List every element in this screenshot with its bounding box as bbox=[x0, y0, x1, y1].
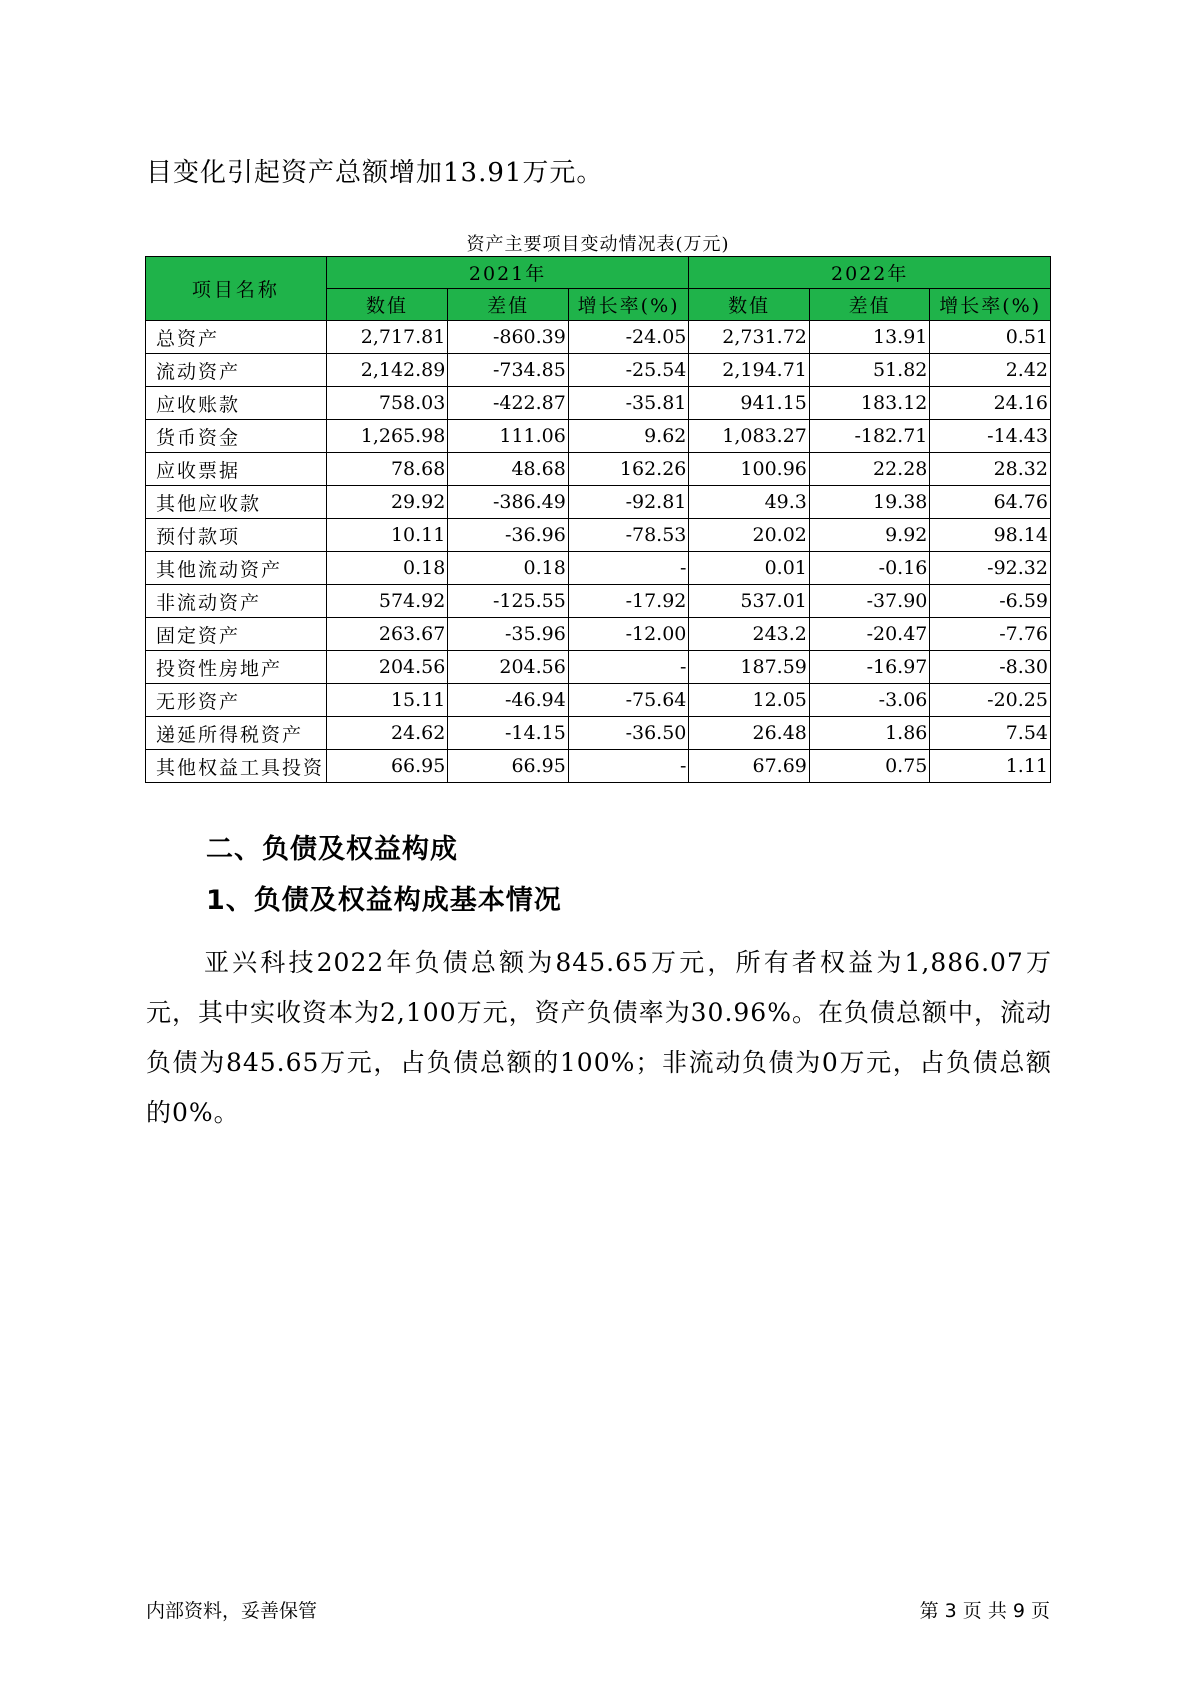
table-cell: 49.3 bbox=[689, 486, 810, 519]
table-cell: 2,142.89 bbox=[326, 354, 448, 387]
table-cell: -78.53 bbox=[568, 519, 689, 552]
table-row bbox=[146, 552, 1051, 585]
table-cell: -36.96 bbox=[448, 519, 569, 552]
row-label: 其他应收款 bbox=[146, 486, 327, 519]
table-cell: -7.76 bbox=[930, 618, 1051, 651]
table-cell: -860.39 bbox=[448, 321, 569, 354]
asset-change-table bbox=[145, 256, 1051, 783]
table-caption: 资产主要项目变动情况表(万元) bbox=[466, 234, 730, 255]
table-cell: -8.30 bbox=[930, 651, 1051, 684]
header-row-years bbox=[146, 257, 1051, 289]
table-cell: 111.06 bbox=[448, 420, 569, 453]
row-label: 流动资产 bbox=[146, 354, 327, 387]
table-row bbox=[146, 486, 1051, 519]
table-row bbox=[146, 519, 1051, 552]
table-cell: -92.32 bbox=[930, 552, 1051, 585]
table-cell: 100.96 bbox=[689, 453, 810, 486]
table-cell: 758.03 bbox=[326, 387, 448, 420]
table-cell: - bbox=[568, 552, 689, 585]
table-cell: 1.11 bbox=[930, 750, 1051, 783]
table-cell: -20.47 bbox=[809, 618, 930, 651]
table-row bbox=[146, 750, 1051, 783]
header-year-2022: 2022年 bbox=[689, 257, 1051, 289]
table-cell: 2,731.72 bbox=[689, 321, 810, 354]
table-cell: -386.49 bbox=[448, 486, 569, 519]
table-cell: -6.59 bbox=[930, 585, 1051, 618]
table-cell: 2,717.81 bbox=[326, 321, 448, 354]
table-cell: 243.2 bbox=[689, 618, 810, 651]
row-label: 应收票据 bbox=[146, 453, 327, 486]
table-cell: 2.42 bbox=[930, 354, 1051, 387]
table-cell: 574.92 bbox=[326, 585, 448, 618]
table-cell: 0.18 bbox=[326, 552, 448, 585]
row-label: 递延所得税资产 bbox=[146, 717, 327, 750]
table-cell: 15.11 bbox=[326, 684, 448, 717]
table-row bbox=[146, 453, 1051, 486]
table-cell: -20.25 bbox=[930, 684, 1051, 717]
table-row bbox=[146, 420, 1051, 453]
table-cell: -182.71 bbox=[809, 420, 930, 453]
subsection-heading: 1、负债及权益构成基本情况 bbox=[206, 885, 562, 916]
table-cell: 204.56 bbox=[326, 651, 448, 684]
table-cell: 9.62 bbox=[568, 420, 689, 453]
header-value-2022: 数值 bbox=[689, 289, 810, 321]
table-cell: 22.28 bbox=[809, 453, 930, 486]
table-cell: 0.18 bbox=[448, 552, 569, 585]
table-cell: -75.64 bbox=[568, 684, 689, 717]
row-label: 应收账款 bbox=[146, 387, 327, 420]
table-row bbox=[146, 585, 1051, 618]
table-cell: 263.67 bbox=[326, 618, 448, 651]
table-cell: 183.12 bbox=[809, 387, 930, 420]
table-cell: 13.91 bbox=[809, 321, 930, 354]
table-cell: -125.55 bbox=[448, 585, 569, 618]
table-cell: 66.95 bbox=[448, 750, 569, 783]
table-cell: -14.43 bbox=[930, 420, 1051, 453]
table-cell: 9.92 bbox=[809, 519, 930, 552]
table-body bbox=[146, 321, 1051, 783]
section-heading: 二、负债及权益构成 bbox=[206, 834, 458, 865]
row-label: 货币资金 bbox=[146, 420, 327, 453]
table-cell: 26.48 bbox=[689, 717, 810, 750]
table-row bbox=[146, 684, 1051, 717]
table-cell: 12.05 bbox=[689, 684, 810, 717]
table-cell: 204.56 bbox=[448, 651, 569, 684]
table-cell: 0.75 bbox=[809, 750, 930, 783]
table-row bbox=[146, 354, 1051, 387]
footer-page-number: 第 3 页 共 9 页 bbox=[919, 1600, 1050, 1622]
table-cell: 7.54 bbox=[930, 717, 1051, 750]
table-cell: 537.01 bbox=[689, 585, 810, 618]
table-cell: 1.86 bbox=[809, 717, 930, 750]
table-cell: -16.97 bbox=[809, 651, 930, 684]
header-diff-2021: 差值 bbox=[448, 289, 569, 321]
header-value-2021: 数值 bbox=[326, 289, 448, 321]
table-row bbox=[146, 387, 1051, 420]
table-cell: -12.00 bbox=[568, 618, 689, 651]
row-label: 其他权益工具投资 bbox=[146, 750, 327, 783]
row-label: 无形资产 bbox=[146, 684, 327, 717]
row-label: 预付款项 bbox=[146, 519, 327, 552]
header-diff-2022: 差值 bbox=[809, 289, 930, 321]
table-cell: -24.05 bbox=[568, 321, 689, 354]
table-cell: 28.32 bbox=[930, 453, 1051, 486]
header-year-2021: 2021年 bbox=[326, 257, 689, 289]
header-growth-2021: 增长率(%) bbox=[568, 289, 689, 321]
table-cell: -36.50 bbox=[568, 717, 689, 750]
table-cell: 2,194.71 bbox=[689, 354, 810, 387]
table-cell: 1,083.27 bbox=[689, 420, 810, 453]
table-cell: 51.82 bbox=[809, 354, 930, 387]
table-cell: -0.16 bbox=[809, 552, 930, 585]
table-cell: -3.06 bbox=[809, 684, 930, 717]
body-paragraph: 亚兴科技2022年负债总额为845.65万元，所有者权益为1,886.07万元，其中实收资本为2,100万元，资产负债率为30.96%。在负债总额中，流动负债为845.65万元，占负债总额的100%；非流动负债为0万元，占负债总额的0%。 bbox=[146, 948, 1052, 1127]
table-cell: 67.69 bbox=[689, 750, 810, 783]
table-cell: -92.81 bbox=[568, 486, 689, 519]
lead-text: 目变化引起资产总额增加13.91万元。 bbox=[146, 158, 604, 188]
table-cell: -35.96 bbox=[448, 618, 569, 651]
table-cell: 24.62 bbox=[326, 717, 448, 750]
table-cell: 0.51 bbox=[930, 321, 1051, 354]
row-label: 其他流动资产 bbox=[146, 552, 327, 585]
row-label: 固定资产 bbox=[146, 618, 327, 651]
header-item-name: 项目名称 bbox=[146, 257, 327, 321]
table-cell: -734.85 bbox=[448, 354, 569, 387]
table-cell: 187.59 bbox=[689, 651, 810, 684]
table-cell: -17.92 bbox=[568, 585, 689, 618]
table-cell: 78.68 bbox=[326, 453, 448, 486]
table-cell: 1,265.98 bbox=[326, 420, 448, 453]
table-cell: -46.94 bbox=[448, 684, 569, 717]
table-cell: -422.87 bbox=[448, 387, 569, 420]
table-cell: -37.90 bbox=[809, 585, 930, 618]
table-cell: 941.15 bbox=[689, 387, 810, 420]
table-cell: 64.76 bbox=[930, 486, 1051, 519]
table-cell: 0.01 bbox=[689, 552, 810, 585]
footer-confidential-note: 内部资料，妥善保管 bbox=[146, 1600, 318, 1622]
table-cell: - bbox=[568, 651, 689, 684]
table-row bbox=[146, 618, 1051, 651]
row-label: 总资产 bbox=[146, 321, 327, 354]
table-cell: 10.11 bbox=[326, 519, 448, 552]
row-label: 投资性房地产 bbox=[146, 651, 327, 684]
table-cell: - bbox=[568, 750, 689, 783]
table-cell: 29.92 bbox=[326, 486, 448, 519]
table-row bbox=[146, 321, 1051, 354]
table-cell: 20.02 bbox=[689, 519, 810, 552]
table-cell: -25.54 bbox=[568, 354, 689, 387]
table-row bbox=[146, 717, 1051, 750]
table-cell: 48.68 bbox=[448, 453, 569, 486]
table-cell: 98.14 bbox=[930, 519, 1051, 552]
table-row bbox=[146, 651, 1051, 684]
table-cell: 162.26 bbox=[568, 453, 689, 486]
table-cell: 24.16 bbox=[930, 387, 1051, 420]
table-cell: -14.15 bbox=[448, 717, 569, 750]
header-growth-2022: 增长率(%) bbox=[930, 289, 1051, 321]
row-label: 非流动资产 bbox=[146, 585, 327, 618]
table-cell: 66.95 bbox=[326, 750, 448, 783]
table-cell: -35.81 bbox=[568, 387, 689, 420]
table-header bbox=[146, 257, 1051, 321]
table-cell: 19.38 bbox=[809, 486, 930, 519]
